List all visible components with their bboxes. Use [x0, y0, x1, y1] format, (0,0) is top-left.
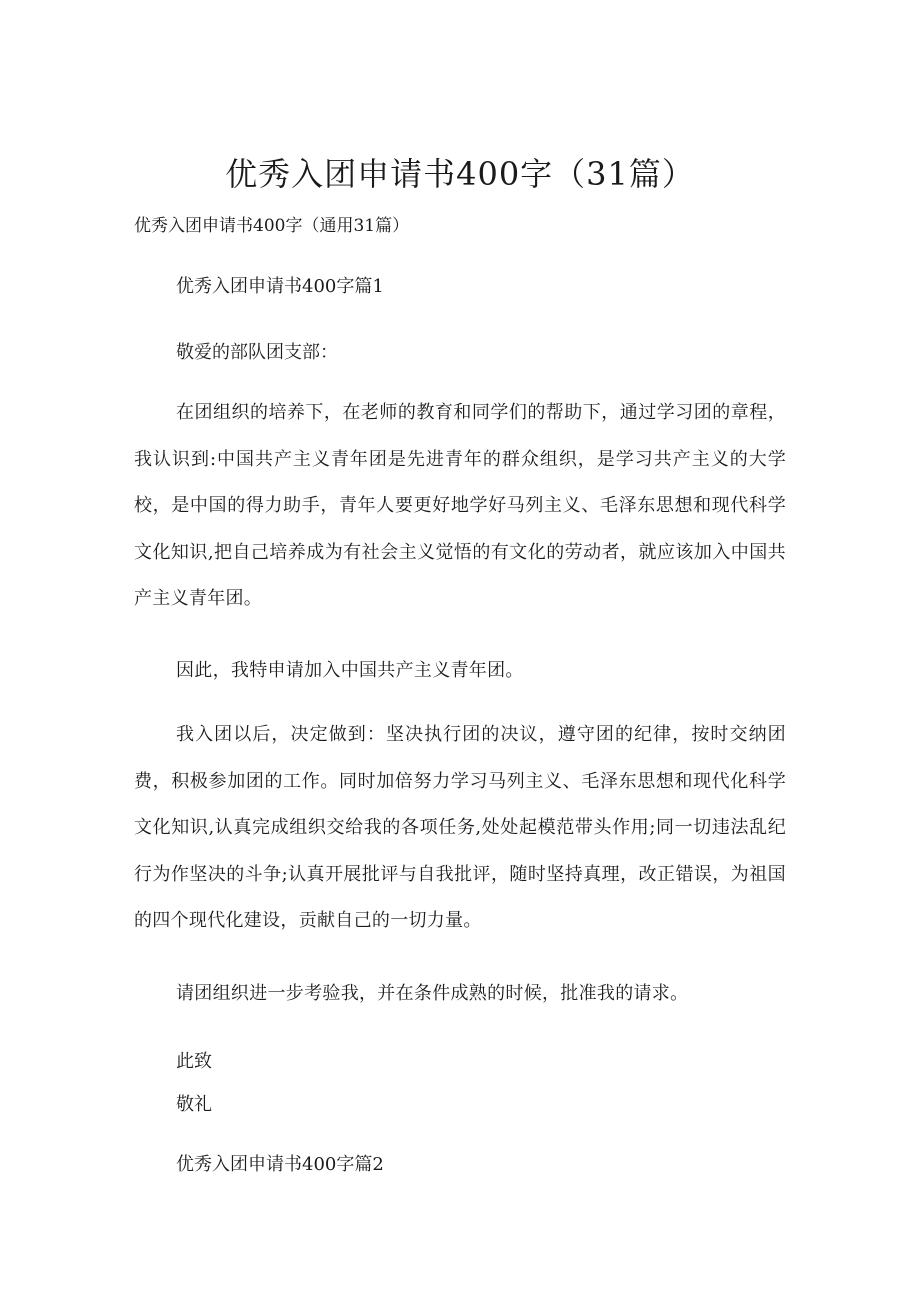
salutation: 敬爱的部队团支部： [176, 342, 338, 363]
paragraph-2: 因此，我特申请加入中国共产主义青年团。 [176, 660, 524, 681]
paragraph-1: 在团组织的培养下，在老师的教育和同学们的帮助下，通过学习团的章程，我认识到:中国共产主义青年团是先进青年的群众组织，是学习共产主义的大学校，是中国的得力助手，青年人要更好地学好马列主义、毛泽东思想和现代科学文化知识,把自己培养成为有社会主义觉悟的有文化的劳动者，就应该加入中国共产主义青年团。 [134, 402, 786, 609]
closing-line-1: 此致 [176, 1051, 212, 1072]
document-title: 优秀入团申请书400字（31篇） [225, 155, 695, 193]
document-subtitle: 优秀入团申请书400字（通用31篇） [134, 216, 410, 236]
section-heading-1: 优秀入团申请书400字篇1 [176, 276, 384, 297]
paragraph-4: 请团组织进一步考验我，并在条件成熟的时候，批准我的请求。 [176, 983, 689, 1004]
section-heading-2: 优秀入团申请书400字篇2 [176, 1154, 384, 1175]
closing-line-2: 敬礼 [176, 1094, 212, 1115]
paragraph-3: 我入团以后，决定做到：坚决执行团的决议，遵守团的纪律，按时交纳团费，积极参加团的工作。同时加倍努力学习马列主义、毛泽东思想和现代化科学文化知识,认真完成组织交给我的各项任务,处处起模范带头作用;同一切违法乱纪行为作坚决的斗争;认真开展批评与自我批评，随时坚持真理，改正错误，为祖国的四个现代化建设，贡献自己的一切力量。 [134, 724, 786, 931]
